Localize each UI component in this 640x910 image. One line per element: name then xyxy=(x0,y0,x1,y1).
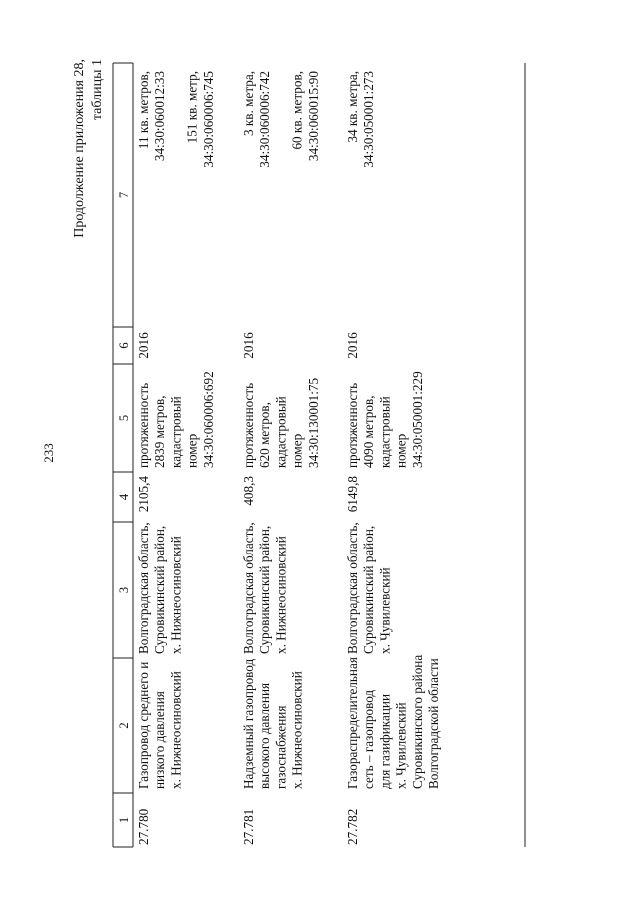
column-header-2: 2 xyxy=(117,722,131,729)
cell-num-line: 27.782 xyxy=(345,808,360,845)
cell-characteristics-line: номер xyxy=(393,433,409,468)
cell-land-line: 34:30:050001:273 xyxy=(361,71,377,168)
table-body xyxy=(136,71,441,845)
cell-name-line: х. Нижнеосиновский xyxy=(168,671,184,789)
cell-num-line: 27.781 xyxy=(241,808,256,845)
cell-location-line: Волгоградская область, xyxy=(241,522,256,654)
cell-characteristics-line: протяженность xyxy=(136,382,151,468)
cell-name-line: х. Нижнеосиновский xyxy=(289,671,305,789)
cell-characteristics-line: кадастровый xyxy=(273,396,289,468)
cell-location-line: х. Нижнеосиновский xyxy=(168,536,184,654)
cell-name-line: сеть – газопровод xyxy=(361,689,377,789)
cell-location-line: х. Чувилевский xyxy=(377,567,393,654)
cell-land-line: 34:30:060015:90 xyxy=(305,71,321,162)
cell-location-line: х. Нижнеосиновский xyxy=(273,536,289,654)
cell-cost-line: 6149,8 xyxy=(345,476,360,513)
cell-characteristics-line: 2839 метров, xyxy=(152,395,168,468)
cell-year-line: 2016 xyxy=(345,332,360,359)
column-header-6: 6 xyxy=(117,342,131,349)
cell-name-line: высокого давления xyxy=(257,682,273,789)
cell-year-line: 2016 xyxy=(136,332,151,359)
heading-line-1: Продолжение приложения 28, xyxy=(72,59,87,238)
cell-characteristics-line: номер xyxy=(184,433,200,468)
column-header-3: 3 xyxy=(117,586,131,594)
cell-land-line: 60 кв. метров, xyxy=(289,71,305,150)
data-table xyxy=(113,63,525,847)
cell-location-line: Волгоградская область, xyxy=(345,522,360,654)
cell-characteristics-line: 34:30:060006:692 xyxy=(200,371,216,468)
table-row xyxy=(241,71,321,845)
table-row xyxy=(136,71,216,845)
cell-location-line: Суровикинский район, xyxy=(257,525,273,654)
cell-land-line: 34:30:060012:33 xyxy=(152,71,168,162)
cell-characteristics-line: кадастровый xyxy=(168,396,184,468)
cell-land-line: 34:30:060006:745 xyxy=(200,71,216,168)
cell-location-line: Волгоградская область, xyxy=(136,522,151,654)
cell-land-line: 34:30:060006:742 xyxy=(257,71,273,168)
cell-land-line: 11 кв. метров, xyxy=(136,71,151,150)
column-header-5: 5 xyxy=(117,414,131,422)
cell-characteristics-line: 620 метров, xyxy=(257,402,273,468)
column-header-1: 1 xyxy=(117,816,131,824)
column-header-7: 7 xyxy=(117,191,131,199)
cell-name-line: Газопровод среднего и xyxy=(136,661,151,789)
cell-land-line: 34 кв. метра, xyxy=(345,71,360,143)
cell-num-line: 27.780 xyxy=(136,808,151,845)
cell-land-line: 151 кв. метр, xyxy=(184,71,200,144)
cell-cost-line: 2105,4 xyxy=(136,476,151,513)
page-number: 233 xyxy=(41,443,56,463)
column-header-4: 4 xyxy=(117,493,131,501)
table-row xyxy=(345,71,441,845)
landscape-content xyxy=(41,59,525,847)
cell-name-line: для газификации xyxy=(377,693,393,789)
cell-name-line: Суровикинского района xyxy=(409,654,425,789)
cell-characteristics-line: кадастровый xyxy=(377,396,393,468)
table-header-row xyxy=(117,192,131,823)
cell-year-line: 2016 xyxy=(241,332,256,359)
cell-location-line: Суровикинский район, xyxy=(152,525,168,654)
cell-name-line: газоснабжения xyxy=(273,705,289,789)
cell-name-line: Волгоградской области xyxy=(426,658,441,789)
cell-characteristics-line: протяженность xyxy=(241,382,256,468)
cell-land-line: 3 кв. метра, xyxy=(241,71,256,136)
cell-name-line: Надземный газопровод xyxy=(241,658,256,789)
cell-cost-line: 408,3 xyxy=(241,476,256,506)
cell-characteristics-line: 34:30:050001:229 xyxy=(409,371,425,468)
cell-name-line: Газораспределительная xyxy=(345,657,360,789)
cell-characteristics-line: 4090 метров, xyxy=(361,395,377,468)
cell-characteristics-line: 34:30:130001:75 xyxy=(305,377,321,468)
cell-characteristics-line: номер xyxy=(289,433,305,468)
heading-line-2: таблицы 1 xyxy=(90,59,105,121)
cell-characteristics-line: протяженность xyxy=(345,382,360,468)
cell-location-line: Суровикинский район, xyxy=(361,525,377,654)
cell-name-line: низкого давления xyxy=(152,691,168,789)
cell-name-line: х. Чувилевский xyxy=(393,702,409,789)
